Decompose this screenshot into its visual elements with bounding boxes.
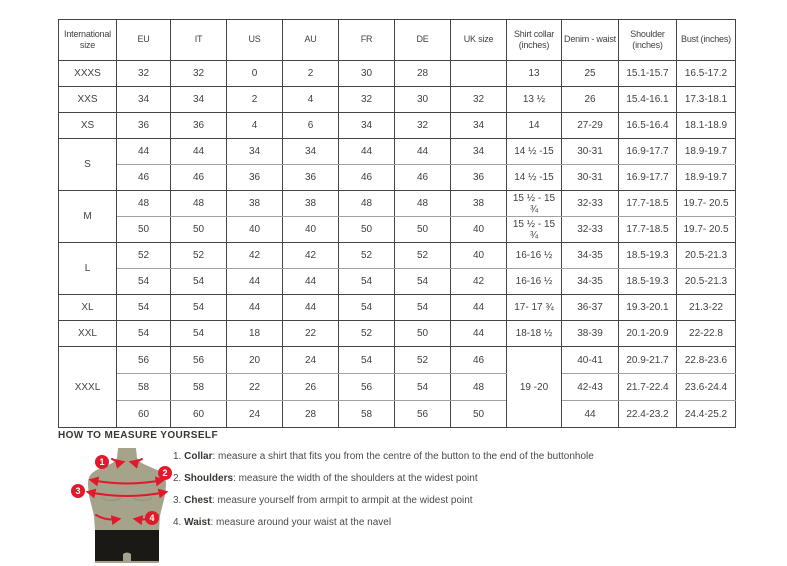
size-cell: 19 -20 — [507, 347, 562, 428]
size-cell: 24.4-25.2 — [677, 401, 736, 428]
table-row — [59, 401, 736, 428]
size-cell: 23.6-24.4 — [677, 374, 736, 401]
column-header: AU — [283, 20, 339, 61]
size-cell: 34 — [451, 113, 507, 139]
size-cell: 46 — [395, 165, 451, 191]
size-cell: 2 — [227, 87, 283, 113]
size-cell: 44 — [227, 269, 283, 295]
column-header: UK size — [451, 20, 507, 61]
size-group-label: XXS — [59, 87, 117, 113]
size-cell: 34 — [451, 139, 507, 165]
size-cell: 20.5-21.3 — [677, 243, 736, 269]
size-cell: 40-41 — [562, 347, 619, 374]
size-cell: 22.4-23.2 — [619, 401, 677, 428]
table-row — [59, 269, 736, 295]
size-cell: 54 — [395, 269, 451, 295]
size-cell: 22 — [283, 321, 339, 347]
size-cell: 34 — [117, 87, 171, 113]
size-cell: 54 — [395, 295, 451, 321]
size-cell: 0 — [227, 61, 283, 87]
badge-3-number: 3 — [75, 486, 81, 497]
size-chart-table — [58, 19, 736, 428]
size-cell: 38 — [227, 191, 283, 217]
column-header: Denim - waist — [562, 20, 619, 61]
column-header: International size — [59, 20, 117, 61]
column-header: FR — [339, 20, 395, 61]
step-number: 3. — [173, 495, 185, 506]
size-cell: 44 — [395, 139, 451, 165]
measure-step — [173, 490, 673, 512]
size-cell: 48 — [339, 191, 395, 217]
size-cell: 56 — [117, 347, 171, 374]
size-cell: 14 — [507, 113, 562, 139]
size-cell: 42 — [283, 243, 339, 269]
size-cell — [451, 61, 507, 87]
size-cell: 36 — [171, 113, 227, 139]
size-cell: 24 — [283, 347, 339, 374]
size-cell: 44 — [283, 269, 339, 295]
size-cell: 56 — [339, 374, 395, 401]
size-cell: 16.5-17.2 — [677, 61, 736, 87]
size-group-label: M — [59, 191, 117, 243]
size-cell: 14 ½ -15 — [507, 139, 562, 165]
size-cell: 19.7- 20.5 — [677, 191, 736, 217]
size-cell: 18.9-19.7 — [677, 165, 736, 191]
size-cell: 54 — [171, 321, 227, 347]
size-cell: 14 ½ -15 — [507, 165, 562, 191]
size-cell: 58 — [117, 374, 171, 401]
size-cell: 19.3-20.1 — [619, 295, 677, 321]
size-cell: 54 — [339, 269, 395, 295]
size-cell: 15.4-16.1 — [619, 87, 677, 113]
size-cell: 18 — [227, 321, 283, 347]
size-cell: 16-16 ½ — [507, 269, 562, 295]
size-group-label: S — [59, 139, 117, 191]
size-cell: 58 — [339, 401, 395, 428]
size-cell: 46 — [117, 165, 171, 191]
size-cell: 40 — [451, 243, 507, 269]
table-row — [59, 165, 736, 191]
size-cell: 18.5-19.3 — [619, 243, 677, 269]
size-chart-header-row — [59, 20, 736, 61]
size-cell: 34 — [171, 87, 227, 113]
size-cell: 44 — [117, 139, 171, 165]
badge-1-number: 1 — [99, 457, 105, 468]
size-cell: 44 — [451, 295, 507, 321]
table-row — [59, 295, 736, 321]
size-group-label: XXL — [59, 321, 117, 347]
size-cell: 20.5-21.3 — [677, 269, 736, 295]
size-cell: 22-22.8 — [677, 321, 736, 347]
size-cell: 48 — [395, 191, 451, 217]
table-row — [59, 191, 736, 217]
table-row — [59, 87, 736, 113]
size-cell: 20.9-21.7 — [619, 347, 677, 374]
size-cell: 30 — [395, 87, 451, 113]
measure-instructions — [173, 446, 673, 534]
size-cell: 34 — [339, 113, 395, 139]
size-cell: 46 — [171, 165, 227, 191]
table-row — [59, 243, 736, 269]
size-cell: 32 — [395, 113, 451, 139]
size-cell: 52 — [395, 243, 451, 269]
size-cell: 52 — [117, 243, 171, 269]
size-group-label: L — [59, 243, 117, 295]
size-cell: 4 — [227, 113, 283, 139]
size-chart-body — [59, 61, 736, 428]
size-cell: 15.1-15.7 — [619, 61, 677, 87]
size-cell: 42 — [451, 269, 507, 295]
step-term: Shoulders — [184, 473, 234, 484]
size-cell: 36-37 — [562, 295, 619, 321]
size-cell: 18.5-19.3 — [619, 269, 677, 295]
badge-2-number: 2 — [162, 468, 168, 479]
size-cell: 34-35 — [562, 243, 619, 269]
size-cell: 56 — [395, 401, 451, 428]
size-cell: 56 — [171, 347, 227, 374]
size-cell: 30-31 — [562, 165, 619, 191]
step-term: Waist — [184, 517, 211, 528]
size-group-label: XXXL — [59, 347, 117, 428]
size-cell: 52 — [171, 243, 227, 269]
size-cell: 16.9-17.7 — [619, 165, 677, 191]
size-cell: 27-29 — [562, 113, 619, 139]
table-row — [59, 61, 736, 87]
step-text: : measure a shirt that fits you from the centre of the button to the end of the buttonhole — [212, 451, 594, 462]
size-cell: 54 — [117, 321, 171, 347]
size-cell: 38 — [283, 191, 339, 217]
size-cell: 18-18 ½ — [507, 321, 562, 347]
size-cell: 13 ½ — [507, 87, 562, 113]
step-term: Chest — [184, 495, 212, 506]
size-cell: 44 — [227, 295, 283, 321]
size-cell: 16.9-17.7 — [619, 139, 677, 165]
size-cell: 54 — [395, 374, 451, 401]
size-cell: 20 — [227, 347, 283, 374]
measure-heading: HOW TO MEASURE YOURSELF — [58, 430, 218, 441]
size-group-label: XL — [59, 295, 117, 321]
column-header: Shoulder (inches) — [619, 20, 677, 61]
step-number: 4. — [173, 517, 185, 528]
size-cell: 46 — [339, 165, 395, 191]
size-cell: 54 — [171, 269, 227, 295]
table-row — [59, 321, 736, 347]
size-cell: 44 — [171, 139, 227, 165]
size-cell: 30-31 — [562, 139, 619, 165]
size-cell: 60 — [171, 401, 227, 428]
size-cell: 2 — [283, 61, 339, 87]
size-cell: 36 — [451, 165, 507, 191]
size-cell: 50 — [171, 217, 227, 243]
size-cell: 40 — [451, 217, 507, 243]
size-cell: 50 — [395, 321, 451, 347]
table-row — [59, 113, 736, 139]
size-chart-section — [58, 19, 736, 428]
size-cell: 40 — [227, 217, 283, 243]
size-cell: 54 — [171, 295, 227, 321]
size-cell: 36 — [117, 113, 171, 139]
size-cell: 58 — [171, 374, 227, 401]
size-cell: 6 — [283, 113, 339, 139]
size-cell: 36 — [227, 165, 283, 191]
badge-4-number: 4 — [149, 513, 155, 524]
size-cell: 32-33 — [562, 191, 619, 217]
size-cell: 15 ½ - 15 ¾ — [507, 217, 562, 243]
size-cell: 42 — [227, 243, 283, 269]
size-cell: 21.3-22 — [677, 295, 736, 321]
size-cell: 40 — [283, 217, 339, 243]
size-cell: 17.7-18.5 — [619, 191, 677, 217]
size-cell: 44 — [283, 295, 339, 321]
measure-step — [173, 512, 673, 534]
size-cell: 52 — [339, 321, 395, 347]
size-cell: 52 — [339, 243, 395, 269]
size-cell: 36 — [283, 165, 339, 191]
column-header: EU — [117, 20, 171, 61]
size-cell: 16.5-16.4 — [619, 113, 677, 139]
size-cell: 32 — [117, 61, 171, 87]
size-cell: 34 — [283, 139, 339, 165]
size-cell: 21.7-22.4 — [619, 374, 677, 401]
size-cell: 54 — [339, 295, 395, 321]
size-cell: 17.3-18.1 — [677, 87, 736, 113]
step-text: : measure around your waist at the navel — [210, 517, 392, 528]
column-header: US — [227, 20, 283, 61]
size-cell: 50 — [451, 401, 507, 428]
size-cell: 50 — [339, 217, 395, 243]
size-cell: 19.7- 20.5 — [677, 217, 736, 243]
step-number: 2. — [173, 473, 185, 484]
size-cell: 48 — [117, 191, 171, 217]
column-header: Shirt collar (inches) — [507, 20, 562, 61]
size-cell: 22.8-23.6 — [677, 347, 736, 374]
size-cell: 32 — [339, 87, 395, 113]
size-cell: 30 — [339, 61, 395, 87]
size-cell: 50 — [395, 217, 451, 243]
size-cell: 13 — [507, 61, 562, 87]
table-row — [59, 217, 736, 243]
size-cell: 52 — [395, 347, 451, 374]
table-row — [59, 139, 736, 165]
size-cell: 18.9-19.7 — [677, 139, 736, 165]
size-cell: 54 — [339, 347, 395, 374]
step-term: Collar — [184, 451, 213, 462]
size-cell: 54 — [117, 269, 171, 295]
table-row — [59, 374, 736, 401]
size-cell: 24 — [227, 401, 283, 428]
size-cell: 4 — [283, 87, 339, 113]
size-cell: 38 — [451, 191, 507, 217]
step-text: : measure yourself from armpit to armpit at the widest point — [211, 495, 473, 506]
size-cell: 46 — [451, 347, 507, 374]
size-cell: 17.7-18.5 — [619, 217, 677, 243]
size-cell: 54 — [117, 295, 171, 321]
size-cell: 26 — [283, 374, 339, 401]
size-cell: 28 — [283, 401, 339, 428]
measure-step — [173, 446, 673, 468]
size-cell: 15 ½ - 15 ¾ — [507, 191, 562, 217]
table-row — [59, 347, 736, 374]
size-cell: 44 — [562, 401, 619, 428]
size-cell: 42-43 — [562, 374, 619, 401]
size-cell: 38-39 — [562, 321, 619, 347]
size-cell: 48 — [171, 191, 227, 217]
size-cell: 16-16 ½ — [507, 243, 562, 269]
size-cell: 34 — [227, 139, 283, 165]
size-group-label: XS — [59, 113, 117, 139]
size-cell: 18.1-18.9 — [677, 113, 736, 139]
size-cell: 22 — [227, 374, 283, 401]
step-text: : measure the width of the shoulders at the widest point — [233, 473, 478, 484]
column-header: IT — [171, 20, 227, 61]
size-cell: 32-33 — [562, 217, 619, 243]
size-cell: 25 — [562, 61, 619, 87]
measure-step — [173, 468, 673, 490]
size-cell: 34-35 — [562, 269, 619, 295]
size-cell: 32 — [171, 61, 227, 87]
size-cell: 44 — [339, 139, 395, 165]
size-cell: 48 — [451, 374, 507, 401]
size-group-label: XXXS — [59, 61, 117, 87]
size-cell: 26 — [562, 87, 619, 113]
size-cell: 28 — [395, 61, 451, 87]
size-cell: 44 — [451, 321, 507, 347]
size-cell: 60 — [117, 401, 171, 428]
size-cell: 50 — [117, 217, 171, 243]
size-cell: 20.1-20.9 — [619, 321, 677, 347]
column-header: DE — [395, 20, 451, 61]
column-header: Bust (inches) — [677, 20, 736, 61]
step-number: 1. — [173, 451, 185, 462]
size-cell: 17- 17 ¾ — [507, 295, 562, 321]
size-cell: 32 — [451, 87, 507, 113]
